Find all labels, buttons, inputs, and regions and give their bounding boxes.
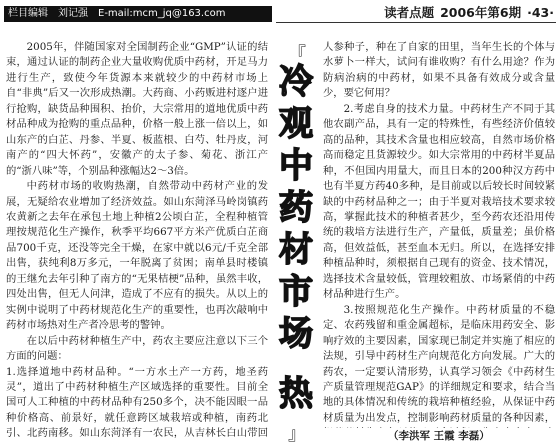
title-char: 市 [279,272,313,312]
right-paragraph-1: 人参种子，种在了自家的田里，当年生长的个体与水萝卜一样大，试问有谁收购？有什么用途？作为防病治病的中药材，如果不具备有效成分或含量少，要它何用？ [323,41,555,100]
title-char: 场 [279,314,313,354]
left-column [6,40,268,442]
title-char: 热 [279,374,313,414]
title-char: 观 [279,104,313,144]
left-paragraph-4: 1.选择道地中药材品种。“一方水土产一方药，地圣药灵”，道出了中药材种植生产区域选择的重要性。目前全国可人工种植的中药材品种有250多个，决不能因眼一品种价格高、前景好，就任意跨区域栽培或种植，南药北引、北药南移。如山东菏泽有一农民，从吉林长白山带回 [6,365,268,440]
masthead [378,4,554,22]
right-column [323,40,555,428]
editor-name: 刘记强 [58,8,88,19]
author-byline: （李洪军 王霞 李磊） [388,430,490,442]
title-char: 材 [279,230,313,270]
right-paragraph-3: 3.按照规范化生产操作。中药材质量的不稳定、农药残留和重金属超标，是临床用药安全、影响疗效的主要因素，国家现已制定并实施了相应的法规，引导中药材生产向规范化方向发展。广大的药农，一定要认清形势，认真学习领会《中药材生产质量管理规范GAP》的详细规定和要求，结合当地的具体情况和传统的栽培种植经验，从保证中药材质量为出发点，控制影响药材质量的各种因素， [323,303,555,424]
title-char: 中 [279,146,313,186]
left-paragraph-2: 中药材市场的收购热潮，自然带动中药材产业的发展，无疑给农业增加了经济效益。如山东菏泽马岭岗镇药农黄新之去年在承包土地上种植2公顷白芷，全程种植管理按规范化生产操作，秋季平均667平方米产优质白芷商品700千克，还没等完全干燥，在家中就以6元/千克全部出售，获纯利8万多元，一年脱离了贫困；南单县时楼镇的王继允去年引种了南方的“无果桔梗”品种，虽然丰收，四处出售，但无人问津，造成了不应有的损失。从以上的实例中说明了中药材规范化生产的重要性，也再次敲响中药材市场热对生产者冷思考的警钟。 [6,180,268,332]
editor-email: E-mail:mcm_jq@163.com [98,8,226,19]
column-editor-bar [4,6,272,22]
title-open-quote: 『 [288,44,306,65]
left-paragraph-3: 在以后中药材种植生产中，药农主要应注意以下三个方面的问题： [6,334,268,363]
title-char: 药 [279,188,313,228]
right-paragraph-2: 2.考虑自身的技术力量。中药材生产不同于其他农副产品，具有一定的特殊性，有些经济价值较高的品种，其技术含量也相应较高，自然市场价格高而稳定且货源较少。如大宗常用的中药材半夏品种，不但国内用量大，而且日本的200种汉方药中也有半夏方药40多种，是目前或以后较长时间较紧缺的中药材品种之一；由于半夏对栽培技术要求较高，掌握此技术的种植者甚少，至今药农还沿用传统的栽培方法进行生产，产量低，质量差；虽价格高，但效益低，甚至血本无归。所以，在选择安排种植品种时，须根据自己现有的资金、技术情况，选择技术含量较低，管理较粗放、市场紧俏的中药材品种进行生产。 [323,102,555,301]
page-number: ·43· [527,5,554,20]
header-rule [276,22,556,23]
article-title [274,44,318,445]
column-tag: 栏目编辑 [8,8,48,19]
left-paragraph-1: 2005年，伴随国家对全国制药企业“GMP”认证的结束，通过认证的制药企业大量收购优质中药材，开足马力进行生产，致使今年货源本来就较少的中药材市场上自“非典”后又一次形成热潮。大药商、小药贩进村逐户进行抢购，缺货品种围积、抬价，大宗常用的道地优质中药材品种成为抢购的重点品种，价格一般上涨一倍以上，如山东产的白芷、丹参、半夏、板蓝根、白芍、牡丹皮，河南产的“四大怀药”，安徽产的太子参、菊花、浙江产的“浙八味”等，个别品种涨幅达2～3倍。 [6,41,268,177]
magazine-name: 读者点题 [384,5,435,20]
title-close-quote: 』 [288,424,306,445]
issue-label: 2006年第6期 [440,5,522,20]
page-header [0,0,560,26]
title-char: 冷 [279,62,313,102]
